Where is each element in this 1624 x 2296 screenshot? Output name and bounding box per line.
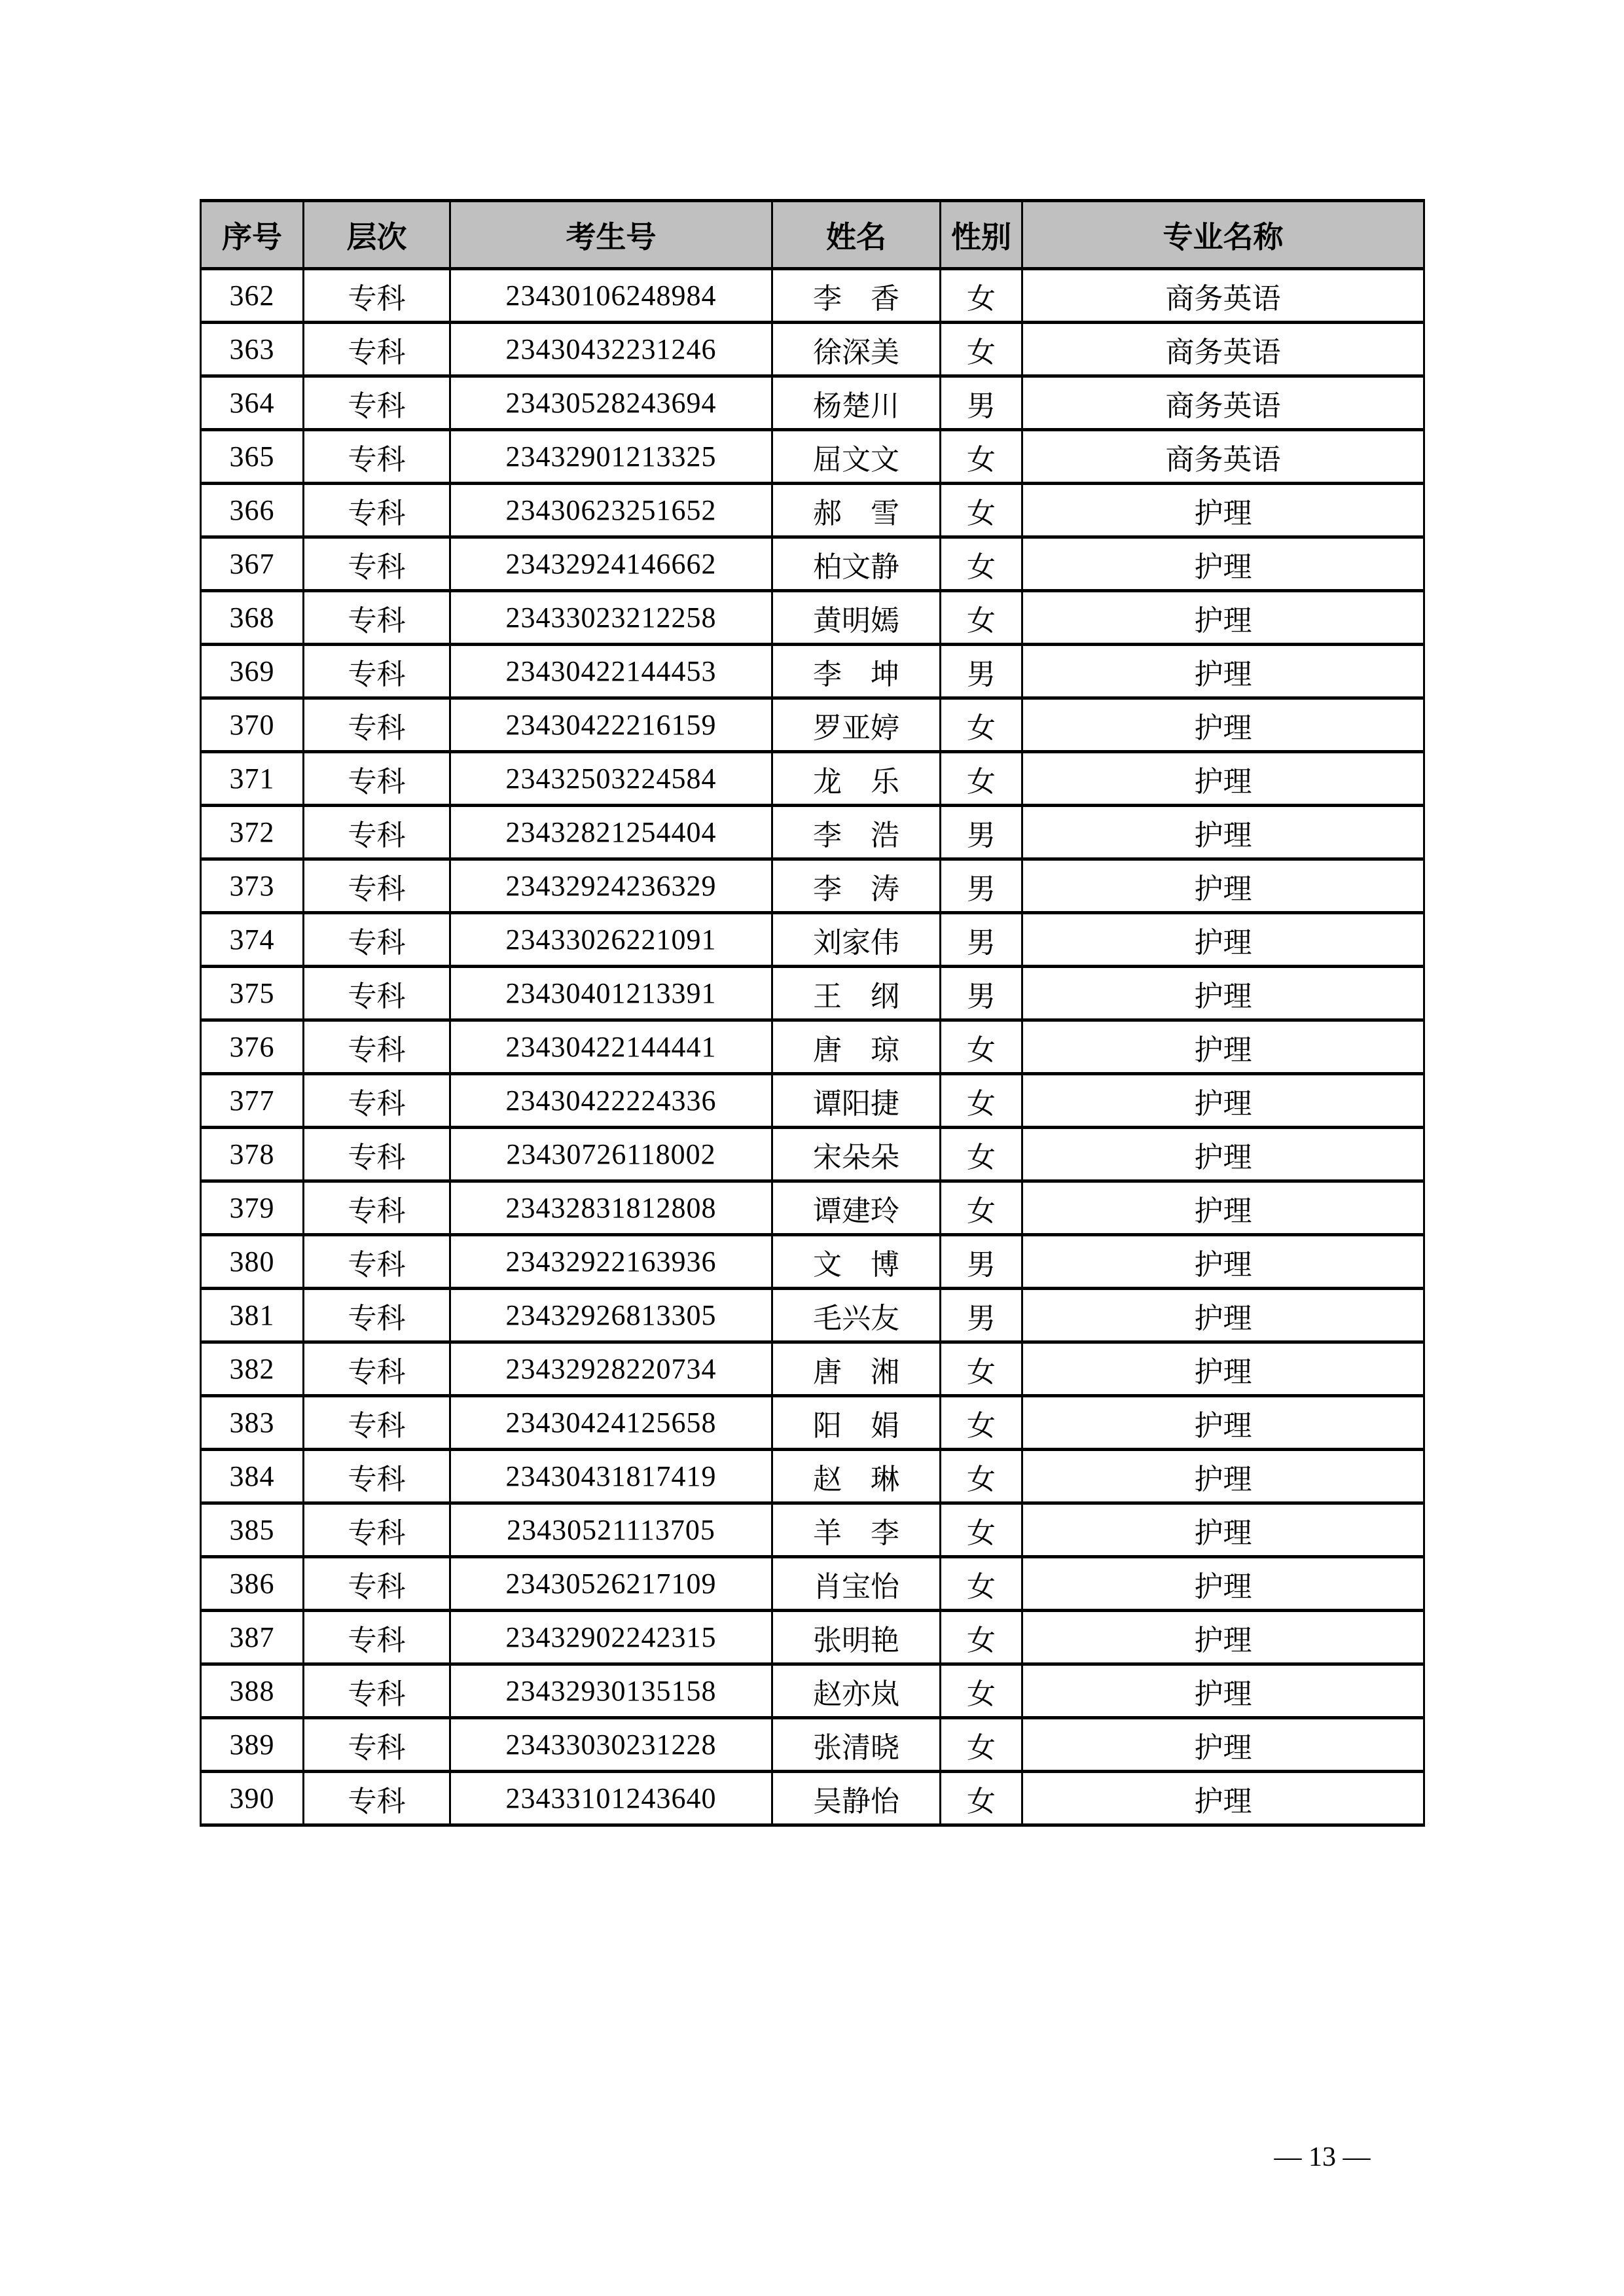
cell-candidate-no: 23432922163936 — [450, 1235, 772, 1289]
cell-name: 赵 琳 — [772, 1450, 941, 1503]
cell-name: 唐 琼 — [772, 1020, 941, 1074]
cell-gender: 女 — [941, 537, 1022, 591]
cell-seq-no: 364 — [201, 376, 304, 430]
cell-candidate-no: 23430422216159 — [450, 698, 772, 752]
cell-level: 专科 — [304, 323, 450, 376]
cell-seq-no: 368 — [201, 591, 304, 645]
cell-level: 专科 — [304, 537, 450, 591]
table-row — [201, 1128, 1424, 1181]
cell-name: 张明艳 — [772, 1611, 941, 1664]
cell-level: 专科 — [304, 806, 450, 859]
cell-gender: 男 — [941, 1289, 1022, 1342]
cell-level: 专科 — [304, 1020, 450, 1074]
cell-major: 护理 — [1022, 1181, 1424, 1235]
cell-name: 徐深美 — [772, 323, 941, 376]
cell-candidate-no: 23430528243694 — [450, 376, 772, 430]
cell-gender: 女 — [941, 1611, 1022, 1664]
cell-level: 专科 — [304, 913, 450, 967]
cell-level: 专科 — [304, 1396, 450, 1450]
cell-candidate-no: 23430106248984 — [450, 269, 772, 323]
cell-seq-no: 383 — [201, 1396, 304, 1450]
cell-gender: 男 — [941, 376, 1022, 430]
cell-level: 专科 — [304, 698, 450, 752]
cell-seq-no: 371 — [201, 752, 304, 806]
cell-gender: 女 — [941, 1772, 1022, 1825]
cell-level: 专科 — [304, 1611, 450, 1664]
cell-candidate-no: 23433030231228 — [450, 1718, 772, 1772]
cell-seq-no: 381 — [201, 1289, 304, 1342]
cell-major: 商务英语 — [1022, 376, 1424, 430]
cell-candidate-no: 23432928220734 — [450, 1342, 772, 1396]
cell-candidate-no: 23432902242315 — [450, 1611, 772, 1664]
cell-level: 专科 — [304, 430, 450, 484]
table-row — [201, 537, 1424, 591]
cell-gender: 女 — [941, 1128, 1022, 1181]
cell-name: 宋朵朵 — [772, 1128, 941, 1181]
cell-candidate-no: 23430432231246 — [450, 323, 772, 376]
cell-candidate-no: 23432926813305 — [450, 1289, 772, 1342]
cell-level: 专科 — [304, 859, 450, 913]
cell-gender: 女 — [941, 323, 1022, 376]
cell-seq-no: 367 — [201, 537, 304, 591]
cell-candidate-no: 23432924236329 — [450, 859, 772, 913]
cell-gender: 女 — [941, 1557, 1022, 1611]
cell-seq-no: 373 — [201, 859, 304, 913]
cell-seq-no: 363 — [201, 323, 304, 376]
cell-name: 文 博 — [772, 1235, 941, 1289]
header-cell-gender: 性别 — [941, 201, 1022, 269]
cell-gender: 女 — [941, 1342, 1022, 1396]
cell-name: 谭建玲 — [772, 1181, 941, 1235]
cell-seq-no: 385 — [201, 1503, 304, 1557]
table-row — [201, 376, 1424, 430]
table-row — [201, 1396, 1424, 1450]
cell-level: 专科 — [304, 269, 450, 323]
table-row — [201, 698, 1424, 752]
cell-level: 专科 — [304, 1181, 450, 1235]
cell-gender: 女 — [941, 698, 1022, 752]
cell-gender: 女 — [941, 1020, 1022, 1074]
cell-major: 护理 — [1022, 1772, 1424, 1825]
cell-major: 护理 — [1022, 967, 1424, 1020]
cell-major: 护理 — [1022, 1289, 1424, 1342]
cell-gender: 女 — [941, 1503, 1022, 1557]
cell-level: 专科 — [304, 1664, 450, 1718]
cell-name: 唐 湘 — [772, 1342, 941, 1396]
table-row — [201, 913, 1424, 967]
cell-major: 护理 — [1022, 1503, 1424, 1557]
cell-major: 护理 — [1022, 591, 1424, 645]
cell-candidate-no: 23430526217109 — [450, 1557, 772, 1611]
cell-seq-no: 389 — [201, 1718, 304, 1772]
cell-seq-no: 375 — [201, 967, 304, 1020]
table-row — [201, 806, 1424, 859]
cell-candidate-no: 23433023212258 — [450, 591, 772, 645]
cell-name: 毛兴友 — [772, 1289, 941, 1342]
cell-major: 护理 — [1022, 1074, 1424, 1128]
cell-seq-no: 362 — [201, 269, 304, 323]
cell-seq-no: 374 — [201, 913, 304, 967]
cell-seq-no: 365 — [201, 430, 304, 484]
table-row — [201, 1020, 1424, 1074]
student-roster-table — [200, 199, 1425, 1827]
table-row — [201, 967, 1424, 1020]
cell-seq-no: 370 — [201, 698, 304, 752]
cell-seq-no: 390 — [201, 1772, 304, 1825]
cell-major: 商务英语 — [1022, 323, 1424, 376]
cell-name: 王 纲 — [772, 967, 941, 1020]
table-row — [201, 1611, 1424, 1664]
table-row — [201, 1557, 1424, 1611]
cell-major: 护理 — [1022, 752, 1424, 806]
cell-seq-no: 380 — [201, 1235, 304, 1289]
cell-seq-no: 379 — [201, 1181, 304, 1235]
table-row — [201, 1342, 1424, 1396]
cell-name: 郝 雪 — [772, 484, 941, 537]
cell-name: 肖宝怡 — [772, 1557, 941, 1611]
cell-gender: 女 — [941, 752, 1022, 806]
cell-gender: 女 — [941, 1664, 1022, 1718]
cell-candidate-no: 23433026221091 — [450, 913, 772, 967]
cell-major: 护理 — [1022, 1450, 1424, 1503]
cell-name: 龙 乐 — [772, 752, 941, 806]
cell-gender: 男 — [941, 1235, 1022, 1289]
header-cell-name: 姓名 — [772, 201, 941, 269]
cell-seq-no: 372 — [201, 806, 304, 859]
cell-candidate-no: 23430521113705 — [450, 1503, 772, 1557]
table-row — [201, 1450, 1424, 1503]
cell-candidate-no: 23430422144441 — [450, 1020, 772, 1074]
cell-major: 护理 — [1022, 1020, 1424, 1074]
cell-level: 专科 — [304, 645, 450, 698]
cell-name: 柏文静 — [772, 537, 941, 591]
cell-seq-no: 377 — [201, 1074, 304, 1128]
cell-candidate-no: 23432821254404 — [450, 806, 772, 859]
cell-seq-no: 376 — [201, 1020, 304, 1074]
page-number: — 13 — — [1274, 2142, 1371, 2172]
cell-level: 专科 — [304, 1557, 450, 1611]
cell-major: 商务英语 — [1022, 430, 1424, 484]
cell-name: 吴静怡 — [772, 1772, 941, 1825]
cell-candidate-no: 23432503224584 — [450, 752, 772, 806]
cell-candidate-no: 23430422224336 — [450, 1074, 772, 1128]
cell-name: 羊 李 — [772, 1503, 941, 1557]
cell-major: 护理 — [1022, 1611, 1424, 1664]
header-cell-seq-no: 序号 — [201, 201, 304, 269]
cell-level: 专科 — [304, 1718, 450, 1772]
cell-name: 黄明嫣 — [772, 591, 941, 645]
table-row — [201, 1718, 1424, 1772]
table-row — [201, 1235, 1424, 1289]
cell-gender: 女 — [941, 1074, 1022, 1128]
cell-name: 李 浩 — [772, 806, 941, 859]
table-row — [201, 430, 1424, 484]
cell-name: 阳 娟 — [772, 1396, 941, 1450]
cell-level: 专科 — [304, 484, 450, 537]
cell-level: 专科 — [304, 967, 450, 1020]
table-row — [201, 859, 1424, 913]
cell-major: 护理 — [1022, 1718, 1424, 1772]
cell-gender: 女 — [941, 591, 1022, 645]
cell-name: 李 坤 — [772, 645, 941, 698]
cell-gender: 女 — [941, 269, 1022, 323]
cell-name: 杨楚川 — [772, 376, 941, 430]
cell-candidate-no: 23432930135158 — [450, 1664, 772, 1718]
cell-major: 护理 — [1022, 1396, 1424, 1450]
cell-gender: 女 — [941, 1450, 1022, 1503]
cell-major: 护理 — [1022, 859, 1424, 913]
cell-major: 护理 — [1022, 1235, 1424, 1289]
cell-gender: 女 — [941, 1181, 1022, 1235]
table-row — [201, 1074, 1424, 1128]
cell-seq-no: 378 — [201, 1128, 304, 1181]
cell-level: 专科 — [304, 1128, 450, 1181]
cell-seq-no: 366 — [201, 484, 304, 537]
cell-seq-no: 387 — [201, 1611, 304, 1664]
table-row — [201, 1503, 1424, 1557]
cell-level: 专科 — [304, 752, 450, 806]
cell-name: 罗亚婷 — [772, 698, 941, 752]
table-row — [201, 323, 1424, 376]
cell-seq-no: 384 — [201, 1450, 304, 1503]
cell-major: 护理 — [1022, 645, 1424, 698]
cell-major: 护理 — [1022, 698, 1424, 752]
cell-name: 赵亦岚 — [772, 1664, 941, 1718]
cell-candidate-no: 23430424125658 — [450, 1396, 772, 1450]
table-row — [201, 1181, 1424, 1235]
cell-name: 张清晓 — [772, 1718, 941, 1772]
cell-major: 护理 — [1022, 1557, 1424, 1611]
cell-name: 屈文文 — [772, 430, 941, 484]
cell-candidate-no: 23432924146662 — [450, 537, 772, 591]
cell-level: 专科 — [304, 1772, 450, 1825]
cell-seq-no: 382 — [201, 1342, 304, 1396]
cell-major: 商务英语 — [1022, 269, 1424, 323]
cell-gender: 女 — [941, 1396, 1022, 1450]
header-cell-major: 专业名称 — [1022, 201, 1424, 269]
cell-level: 专科 — [304, 376, 450, 430]
table-row — [201, 752, 1424, 806]
cell-major: 护理 — [1022, 1664, 1424, 1718]
cell-level: 专科 — [304, 1289, 450, 1342]
cell-gender: 男 — [941, 967, 1022, 1020]
table-row — [201, 484, 1424, 537]
table-row — [201, 1772, 1424, 1825]
cell-major: 护理 — [1022, 913, 1424, 967]
table-row — [201, 269, 1424, 323]
table-row — [201, 1289, 1424, 1342]
cell-candidate-no: 23432901213325 — [450, 430, 772, 484]
header-cell-candidate-no: 考生号 — [450, 201, 772, 269]
cell-major: 护理 — [1022, 484, 1424, 537]
cell-level: 专科 — [304, 1503, 450, 1557]
cell-gender: 女 — [941, 484, 1022, 537]
cell-level: 专科 — [304, 1074, 450, 1128]
cell-candidate-no: 23430726118002 — [450, 1128, 772, 1181]
cell-major: 护理 — [1022, 537, 1424, 591]
cell-gender: 男 — [941, 645, 1022, 698]
cell-name: 谭阳捷 — [772, 1074, 941, 1128]
cell-candidate-no: 23433101243640 — [450, 1772, 772, 1825]
cell-level: 专科 — [304, 591, 450, 645]
cell-gender: 女 — [941, 1718, 1022, 1772]
cell-name: 刘家伟 — [772, 913, 941, 967]
cell-candidate-no: 23430422144453 — [450, 645, 772, 698]
cell-candidate-no: 23430401213391 — [450, 967, 772, 1020]
cell-level: 专科 — [304, 1450, 450, 1503]
cell-gender: 女 — [941, 430, 1022, 484]
table-row — [201, 1664, 1424, 1718]
header-cell-level: 层次 — [304, 201, 450, 269]
cell-level: 专科 — [304, 1235, 450, 1289]
cell-candidate-no: 23430623251652 — [450, 484, 772, 537]
cell-gender: 男 — [941, 806, 1022, 859]
cell-seq-no: 388 — [201, 1664, 304, 1718]
table-body — [201, 269, 1424, 1825]
cell-gender: 男 — [941, 913, 1022, 967]
header-row — [201, 201, 1424, 269]
table-row — [201, 645, 1424, 698]
cell-gender: 男 — [941, 859, 1022, 913]
cell-level: 专科 — [304, 1342, 450, 1396]
cell-seq-no: 386 — [201, 1557, 304, 1611]
cell-major: 护理 — [1022, 806, 1424, 859]
cell-major: 护理 — [1022, 1128, 1424, 1181]
cell-candidate-no: 23432831812808 — [450, 1181, 772, 1235]
cell-candidate-no: 23430431817419 — [450, 1450, 772, 1503]
cell-seq-no: 369 — [201, 645, 304, 698]
table-row — [201, 591, 1424, 645]
cell-name: 李 香 — [772, 269, 941, 323]
cell-name: 李 涛 — [772, 859, 941, 913]
cell-major: 护理 — [1022, 1342, 1424, 1396]
